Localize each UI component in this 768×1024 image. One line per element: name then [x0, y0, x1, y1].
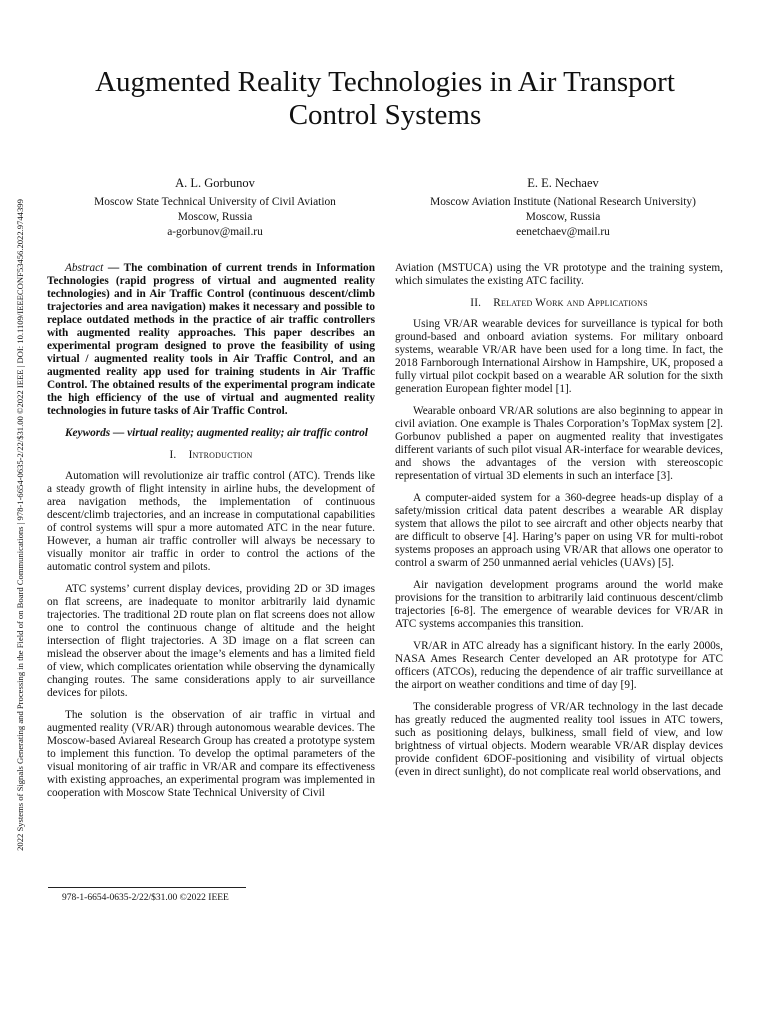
paragraph: Wearable onboard VR/AR solutions are also beginning to appear in civil aviation. One example is Thales Corporation’s TopMax system [2]. Gorbunov published a paper on augmented reality that investigates different variants of such pilot visual AR-interface for wearable devices, and shows the advantages of the version with stereoscopic representation of virtual 3D elements in such an interface [3].	[395, 405, 723, 482]
side-doi-strip	[12, 140, 28, 910]
footnote-divider	[48, 887, 246, 888]
author-email: a-gorbunov@mail.ru	[167, 226, 263, 238]
keywords-label: Keywords	[65, 427, 111, 439]
section-number: I.	[169, 449, 177, 461]
copyright-footnote: 978-1-6654-0635-2/22/$31.00 ©2022 IEEE	[62, 893, 229, 903]
author-location: Moscow, Russia	[525, 211, 601, 223]
paragraph: ATC systems’ current display devices, providing 2D or 3D images on flat screens, are inadequate to monitor arbitrarily laid dynamic trajectories. The traditional 2D route plan on flat screens does not allow one to control the continuous change of altitude and the height intersection of flight trajectories. A 3D image on a flat screen can mislead the observer about the image’s elements and has a limited field of view, which complicates orientation while observing the dynamically changing routes. The same considerations apply to air surveillance devices for pilots.	[47, 583, 375, 699]
author-affiliation: Moscow Aviation Institute (National Research University)	[430, 196, 696, 208]
left-column	[47, 262, 375, 809]
keywords-text: — virtual reality; augmented reality; air traffic control	[110, 427, 368, 439]
section-title: Introduction	[188, 449, 253, 461]
paragraph: VR/AR in ATC already has a significant history. In the early 2000s, NASA Ames Research Center developed an AR prototype for ATC officers (ATCOs), reducing the dependence of air traffic surveillance at the airport on weather conditions and time of day [9].	[395, 640, 723, 691]
section-number: II.	[470, 297, 482, 309]
abstract	[47, 262, 375, 418]
paragraph: The solution is the observation of air traffic in virtual and augmented reality (VR/AR) through autonomous wearable devices. The Moscow-based Aviareal Research Group has created a prototype system to implement this function. To develop the optimal parameters of the visual monitoring of air traffic in VR/AR and compare its effectiveness with existing approaches, an experimental program was implemented in cooperation with Moscow State Technical University of Civil	[47, 709, 375, 799]
author-affiliation: Moscow State Technical University of Civil Aviation	[94, 196, 336, 208]
paragraph: A computer-aided system for a 360-degree heads-up display of a safety/mission critical data patent describes a wearable AR display system that allows the pilot to see aircraft and other objects nearby that are difficult to observe [4]. Haring’s paper on using VR for multi-robot systems proposes an approach using VR/AR that allows one operator to control a swarm of 250 unmanned aerial vehicles (UAVs) [5].	[395, 492, 723, 569]
author-location: Moscow, Russia	[177, 211, 253, 223]
section-title: Related Work and Applications	[493, 297, 648, 309]
author-name: E. E. Nechaev	[527, 176, 599, 190]
paragraph: Automation will revolutionize air traffic control (ATC). Trends like a steady growth of flight intensity in airline hubs, the development of area navigation methods, the implementation of continuous descent/climb trajectories, and an increase in computational capabilities of control systems will spur a more automated ATC in the near future. However, a human air traffic controller will always be necessary to visually monitor air traffic in order to control the actions of the automatic control system and pilots.	[47, 470, 375, 573]
author-email: eenetchaev@mail.ru	[516, 226, 610, 238]
keywords	[47, 427, 375, 440]
doi-sidebar-text: 2022 Systems of Signals Generating and Processing in the Field of on Board Communications | 978-1-6654-0635-2/22/$31.00 ©2022 IEEE | DOI: 10.1109/IEEECONF53456.2022.9744399	[15, 199, 25, 851]
paper-title	[60, 66, 710, 132]
abstract-label: Abstract	[65, 262, 104, 274]
paragraph-continuation: Aviation (MSTUCA) using the VR prototype and the training system, which simulates the existing ATC facility.	[395, 262, 723, 287]
title-line-1: Augmented Reality Technologies in Air Transport	[95, 66, 675, 98]
paragraph: Air navigation development programs around the world make provisions for the transition to arbitrarily laid continuous descent/climb trajectories [6-8]. The emergence of wearable devices for VR/AR in ATC systems accompanies this transition.	[395, 579, 723, 630]
author-block-1	[45, 176, 385, 240]
author-block-2	[393, 176, 733, 240]
section-heading-related-work	[395, 297, 723, 310]
abstract-text: — The combination of current trends in Information Technologies (rapid progress of virtual and augmented reality technologies) and in Air Traffic Control (continuous descent/climb trajectories and area navigation) makes it necessary and possible to replace outdated methods in the practice of air traffic controllers with augmented reality approaches. This paper describes an experimental program designed to prove the feasibility of using virtual / augmented reality tools in Air Traffic Control, and an augmented reality app used for training students in Air Traffic Control. The obtained results of the experimental program indicate the high efficiency of the use of virtual and augmented reality technologies in future tasks of Air Traffic Control.	[47, 262, 375, 417]
author-name: A. L. Gorbunov	[175, 176, 255, 190]
paragraph: Using VR/AR wearable devices for surveillance is typical for both ground-based and onboard aviation systems. For military onboard systems, wearable VR/AR have been used for a long time. In fact, the 2018 Farnborough International Airshow in Hampshire, UK, proposed a fully virtual pilot cockpit based on a wearable AR solution for the sixth generation European fighter model [1].	[395, 318, 723, 395]
section-heading-introduction	[47, 449, 375, 462]
right-column	[395, 262, 723, 788]
paragraph: The considerable progress of VR/AR technology in the last decade has greatly reduced the augmented reality tool issues in ATC towers, such as positioning delays, bulkiness, small field of view, and low brightness of virtual objects. Modern wearable VR/AR display devices provide confident 6DOF-positioning and visibility of virtual objects (even in direct sunlight), do not complicate real world observations, and	[395, 701, 723, 778]
title-line-2: Control Systems	[288, 99, 482, 131]
